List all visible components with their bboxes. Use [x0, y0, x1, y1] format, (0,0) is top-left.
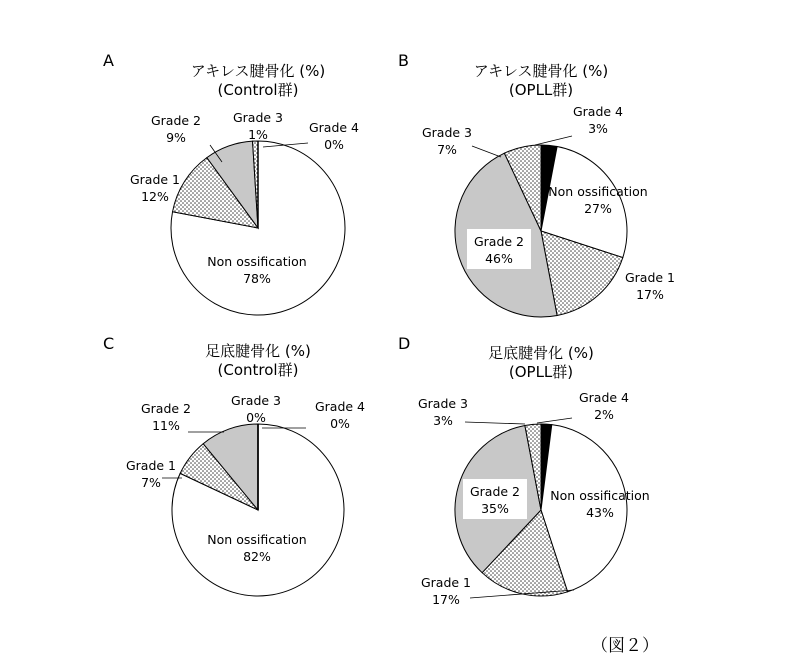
slice-value-grade4-d: 2% [594, 407, 614, 422]
slice-value-grade2-a: 9% [166, 130, 186, 145]
slice-label-grade2-a: Grade 2 [150, 113, 202, 128]
chart-subtitle-d: (OPLL群) [508, 363, 574, 381]
chart-subtitle-c: (Control群) [217, 361, 299, 379]
panel-letter-c: C [103, 334, 115, 353]
slice-label-grade2-b: Grade 2 [473, 234, 525, 249]
chart-title-b: アキレス腱骨化 (%) [473, 62, 609, 80]
slice-value-grade2-c: 11% [152, 418, 180, 433]
leader-line-b-1 [535, 136, 572, 145]
slice-label-grade1-b: Grade 1 [624, 270, 676, 285]
slice-value-grade4-c: 0% [330, 416, 350, 431]
pie-chart-panel-d [398, 334, 650, 607]
leader-line-d-1 [537, 418, 572, 423]
slice-label-grade4-b: Grade 4 [572, 104, 624, 119]
slice-label-non-ossification-b: Non ossification [548, 184, 648, 199]
slice-value-non-ossification-b: 27% [584, 201, 612, 216]
slice-value-grade1-d: 17% [432, 592, 460, 607]
slice-value-grade4-b: 3% [588, 121, 608, 136]
slice-label-grade1-d: Grade 1 [420, 575, 472, 590]
figure-caption: （図２） [591, 636, 659, 656]
slice-label-grade4-a: Grade 4 [308, 120, 360, 135]
panel-letter-b: B [398, 51, 409, 70]
slice-label-non-ossification-d: Non ossification [550, 488, 650, 503]
slice-value-grade3-d: 3% [433, 413, 453, 428]
slice-label-non-ossification-a: Non ossification [207, 254, 307, 269]
slice-value-grade4-a: 0% [324, 137, 344, 152]
panel-letter-d: D [398, 334, 411, 353]
slice-label-grade1-c: Grade 1 [125, 458, 177, 473]
pie-chart-panel-a [103, 51, 359, 315]
chart-title-c: 足底腱骨化 (%) [205, 342, 311, 360]
chart-title-a: アキレス腱骨化 (%) [190, 62, 326, 80]
leader-line-d-0 [465, 422, 525, 424]
slice-value-non-ossification-c: 82% [243, 549, 271, 564]
slice-value-grade3-b: 7% [437, 142, 457, 157]
pie-chart-panel-b [398, 51, 675, 317]
slice-label-grade4-d: Grade 4 [578, 390, 630, 405]
chart-subtitle-b: (OPLL群) [508, 81, 574, 99]
slice-label-grade3-c: Grade 3 [230, 393, 282, 408]
pie-chart-panel-c [103, 334, 365, 596]
slice-value-grade2-d: 35% [481, 501, 509, 516]
slice-label-grade2-c: Grade 2 [140, 401, 192, 416]
slice-label-grade3-d: Grade 3 [417, 396, 469, 411]
pie-slices-c [172, 424, 344, 596]
slice-value-grade1-b: 17% [636, 287, 664, 302]
slice-value-grade3-c: 0% [246, 410, 266, 425]
pie-slices-a [171, 141, 345, 315]
slice-label-grade1-a: Grade 1 [129, 172, 181, 187]
leader-line-b-0 [472, 146, 501, 157]
panel-letter-a: A [103, 51, 114, 70]
slice-value-grade1-c: 7% [141, 475, 161, 490]
slice-value-non-ossification-a: 78% [243, 271, 271, 286]
slice-value-grade1-a: 12% [141, 189, 169, 204]
slice-value-non-ossification-d: 43% [586, 505, 614, 520]
slice-label-grade3-b: Grade 3 [421, 125, 473, 140]
slice-value-grade3-a: 1% [248, 127, 268, 142]
slice-value-grade2-b: 46% [485, 251, 513, 266]
chart-title-d: 足底腱骨化 (%) [488, 344, 594, 362]
slice-label-grade4-c: Grade 4 [314, 399, 366, 414]
slice-label-non-ossification-c: Non ossification [207, 532, 307, 547]
slice-label-grade3-a: Grade 3 [232, 110, 284, 125]
slice-label-grade2-d: Grade 2 [469, 484, 521, 499]
chart-subtitle-a: (Control群) [217, 81, 299, 99]
